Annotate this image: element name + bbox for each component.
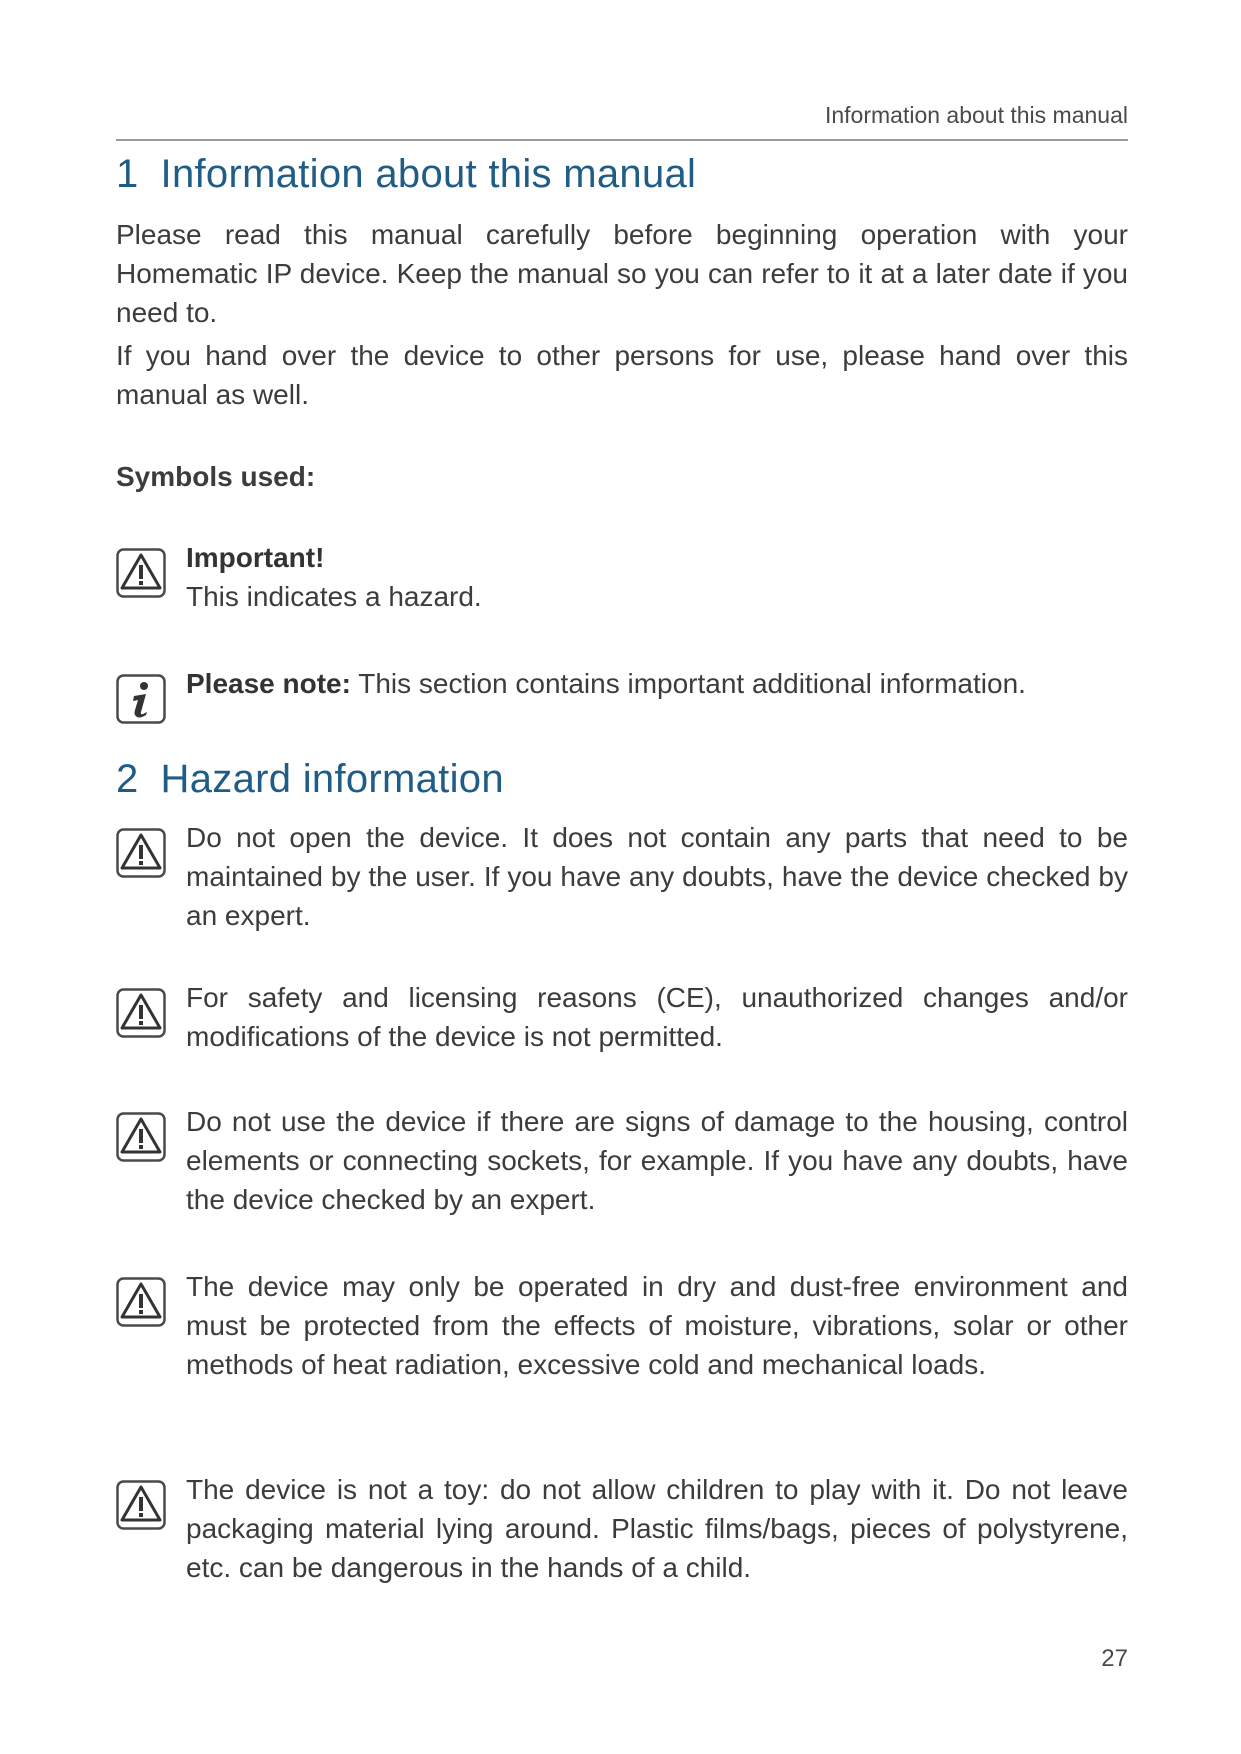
- intro-paragraph-1: Please read this manual carefully before beginning operation with your Homematic IP device. Keep the manual so you can refer to it at a later date if you need to.: [116, 219, 1128, 328]
- manual-page: [116, 0, 1128, 1754]
- symbols-heading: Symbols used:: [116, 461, 316, 492]
- warning-triangle-icon: [116, 548, 166, 598]
- hazard-text: The device is not a toy: do not allow children to play with it. Do not leave packaging material lying around. Plastic films/bags, pieces of polystyrene, etc. can be dangerous in the hands of a child.: [186, 1474, 1128, 1583]
- section-1-number: 1: [116, 152, 139, 196]
- warning-triangle-icon: [116, 1112, 166, 1162]
- section-2-number: 2: [116, 757, 139, 801]
- warning-triangle-icon: [116, 828, 166, 878]
- section-2-title: Hazard information: [160, 757, 504, 801]
- hazard-text: For safety and licensing reasons (CE), unauthorized changes and/or modifications of the device is not permitted.: [186, 982, 1128, 1052]
- section-1-heading: [116, 152, 696, 197]
- hazard-text: Do not use the device if there are signs of damage to the housing, control elements or connecting sockets, for example. If you have any doubts, have the device checked by an expert.: [186, 1106, 1128, 1215]
- header-divider: [116, 139, 1128, 141]
- info-icon: [116, 674, 166, 724]
- section-2-heading: [116, 757, 504, 802]
- warning-triangle-icon: [116, 1277, 166, 1327]
- warning-triangle-icon: [116, 1480, 166, 1530]
- important-label: Important!: [186, 542, 325, 573]
- note-label: Please note:: [186, 668, 351, 699]
- hazard-text: The device may only be operated in dry and dust-free environment and must be protected from the effects of moisture, vibrations, solar or other methods of heat radiation, excessive cold and mechanical loads.: [186, 1271, 1128, 1380]
- note-text: This section contains important additional information.: [358, 668, 1026, 699]
- section-1-title: Information about this manual: [160, 152, 697, 196]
- intro-paragraph-2: If you hand over the device to other persons for use, please hand over this manual as well.: [116, 340, 1128, 410]
- important-text: This indicates a hazard.: [186, 581, 482, 612]
- hazard-text: Do not open the device. It does not contain any parts that need to be maintained by the user. If you have any doubts, have the device checked by an expert.: [186, 822, 1128, 931]
- page-number: 27: [1101, 1645, 1128, 1672]
- running-header: Information about this manual: [824, 102, 1128, 128]
- warning-triangle-icon: [116, 988, 166, 1038]
